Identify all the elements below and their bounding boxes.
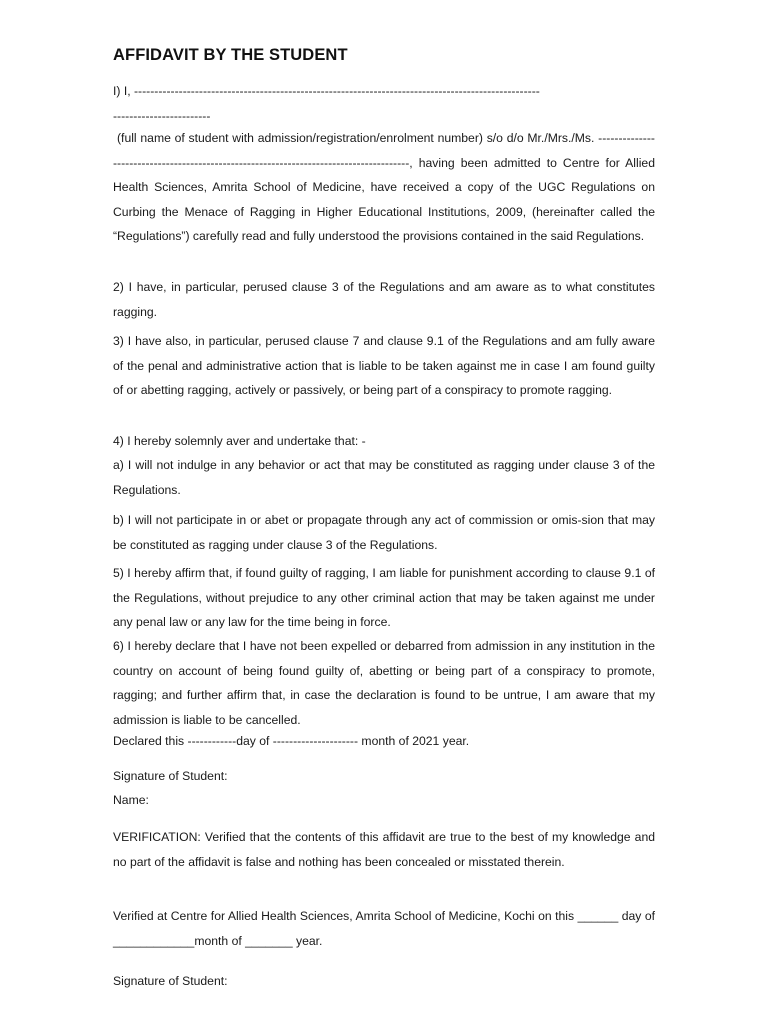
intro-line-2: ------------------------: [113, 109, 211, 123]
signature-label-2: Signature of Student:: [113, 974, 228, 988]
clause-6: 6) I hereby declare that I have not been expelled or debarred from admission in any institution in the country on account of being found guilty of, abetting or being part of a conspiracy to promote, ragging; and further affirm that, in case the declaration is found to be untrue, I am aware that my admission is liable to be cancelled.: [113, 639, 655, 727]
name-label: Name:: [113, 793, 149, 807]
clause-4a: a) I will not indulge in any behavior or act that may be constituted as ragging under clause 3 of the Regulations.: [113, 458, 655, 497]
document-title: AFFIDAVIT BY THE STUDENT: [113, 46, 348, 64]
intro-line-1: I) I, ----------------------------------------------------------------------------------------------------: [113, 84, 540, 98]
clause-4b: b) I will not participate in or abet or propagate through any act of commission or omis-sion that may be constituted as ragging under clause 3 of the Regulations.: [113, 513, 655, 552]
clause-2: 2) I have, in particular, perused clause 3 of the Regulations and am aware as to what constitutes ragging.: [113, 280, 655, 319]
signature-label-1: Signature of Student:: [113, 769, 228, 783]
intro-paragraph: (full name of student with admission/registration/enrolment number) s/o d/o Mr./Mrs./Ms. ---------------------------------------------------------------------------------------, having been admitted to Centre for Allied Health Sciences, Amrita School of Medicine, have received a copy of the UGC Regulations on Curbing the Menace of Ragging in Higher Educational Institutions, 2009, (hereinafter called the “Regulations”) carefully read and fully understood the provisions contained in the said Regulations.: [113, 131, 655, 243]
clause-3: 3) I have also, in particular, perused clause 7 and clause 9.1 of the Regulations and am fully aware of the penal and administrative action that is liable to be taken against me in case I am found guilty of or abetting ragging, actively or passively, or being part of a conspiracy to promote ragging.: [113, 334, 655, 397]
verified-at-paragraph: Verified at Centre for Allied Health Sciences, Amrita School of Medicine, Kochi on this ______ day of ____________month of _______ year.: [113, 909, 655, 948]
clause-5: 5) I hereby affirm that, if found guilty of ragging, I am liable for punishment according to clause 9.1 of the Regulations, without prejudice to any other criminal action that may be taken against me under any penal law or any law for the time being in force.: [113, 566, 655, 629]
declared-line: Declared this ------------day of --------------------- month of 2021 year.: [113, 734, 470, 748]
clause-4-heading: 4) I hereby solemnly aver and undertake that: -: [113, 434, 366, 448]
verification-paragraph: VERIFICATION: Verified that the contents of this affidavit are true to the best of my knowledge and no part of the affidavit is false and nothing has been concealed or misstated therein.: [113, 830, 655, 869]
